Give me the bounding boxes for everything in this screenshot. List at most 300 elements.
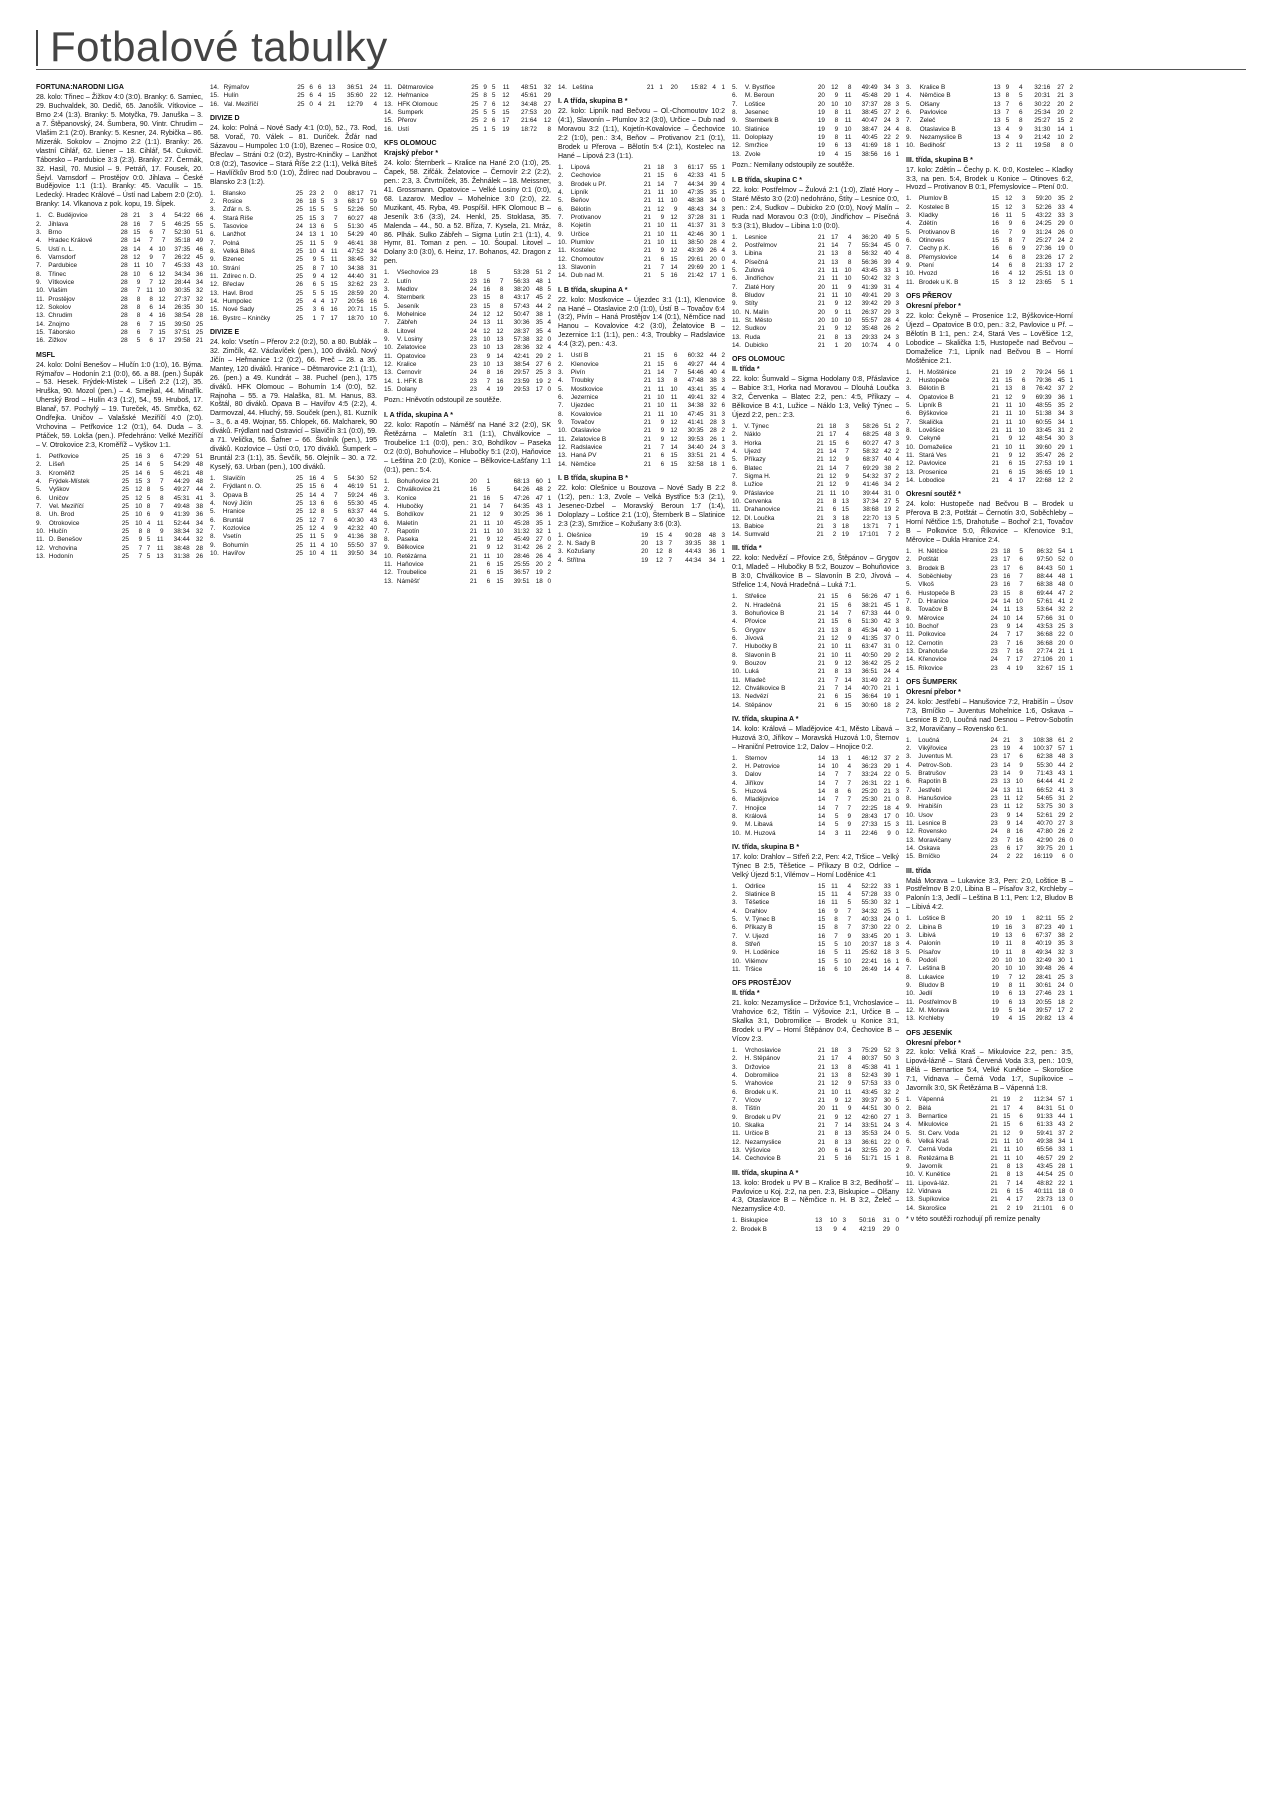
table-cell: 13 [993, 142, 1001, 150]
league-section [732, 980, 899, 1163]
table-cell: 26 [195, 553, 203, 561]
table-cell: 10. [906, 142, 915, 150]
table-cell: 5 [320, 256, 325, 264]
table-cell: 12. [732, 514, 741, 522]
table-cell: 7 [845, 447, 849, 455]
table-cell: 10 [829, 1217, 837, 1225]
table-cell: 16 [883, 150, 891, 158]
table-cell: 2 [721, 352, 725, 360]
table-cell: 10. [384, 552, 393, 560]
table-cell: 57:53 [861, 1080, 878, 1088]
table-cell: 8 [834, 1130, 839, 1138]
table-cell: 22 [883, 133, 891, 141]
table-cell: 21 [643, 247, 651, 255]
table-cell: 12 [844, 300, 852, 308]
table-row [210, 248, 377, 256]
table-cell: 3. [906, 1112, 912, 1120]
table-cell: 10 [844, 957, 852, 965]
table-cell: 37:37 [861, 100, 878, 108]
table-cell: 14 [1003, 597, 1011, 605]
table-cell: 15 [991, 195, 999, 203]
table-cell: 45:34 [861, 626, 878, 634]
match-results-text: 21. kolo: Nezamyslice – Držovice 5:1, Vrchoslavice – Vrahovice 6:2, Tištín – Výšovice 2:1, Určice B – Skalka 3:1, Dobromilice – Brodek u Konice 3:1, Brodek u PV – Horní Štěpánov 0:4, Čechovice B – Vícov 2:3. [732, 1000, 899, 1044]
table-cell: 25 [195, 328, 203, 336]
team-name: Břeclav [222, 281, 245, 289]
table-cell: 50 [883, 1055, 891, 1063]
table-cell: 24 [469, 327, 477, 335]
table-cell: 15 [496, 561, 504, 569]
table-row [732, 1217, 899, 1225]
table-row [906, 1138, 1073, 1146]
table-cell: 3 [842, 1217, 846, 1225]
table-cell: 12 [135, 486, 143, 494]
table-cell: 30:60 [861, 701, 878, 709]
table-cell: 7. [558, 213, 564, 221]
table-cell: 10 [670, 188, 678, 196]
section-title: Okresní soutěž * [906, 491, 961, 499]
table-row [36, 229, 203, 237]
table-cell: 19 [535, 569, 543, 577]
table-cell: 7. [906, 117, 912, 125]
table-cell: 6 [333, 516, 338, 524]
table-cell: 23 [469, 385, 477, 393]
table-cell: 2. [732, 762, 738, 770]
table-cell: 4 [847, 1055, 852, 1063]
table-cell: 11. [36, 536, 45, 544]
table-cell: 21 [1057, 92, 1065, 100]
table-cell: 36:51 [346, 84, 363, 91]
standings-table [906, 915, 1073, 1023]
table-cell: 5 [320, 533, 325, 541]
table-cell: 12 [657, 205, 665, 213]
table-row [732, 1105, 899, 1113]
table-row [732, 300, 899, 308]
table-cell: 7 [1019, 572, 1023, 580]
team-name: Hustopeče B [918, 589, 955, 597]
table-cell: 25 [471, 117, 479, 125]
table-row [36, 271, 203, 279]
table-cell: 5 [320, 289, 325, 297]
table-cell: 11 [1003, 794, 1011, 802]
table-cell: 16 [483, 285, 491, 293]
table-cell: 23 [990, 836, 998, 844]
table-cell: 7 [1006, 656, 1011, 664]
team-name: Černá Voda [918, 1146, 953, 1154]
table-cell: 21 [1058, 647, 1066, 655]
table-cell: 9 [486, 352, 491, 360]
table-row [558, 444, 725, 452]
table-cell: 2 [1069, 253, 1073, 261]
table-cell: 25 [295, 500, 303, 508]
table-cell: 21 [133, 212, 141, 220]
table-cell: 97:50 [1036, 556, 1053, 564]
table-cell: 6. [384, 310, 390, 318]
table-row [906, 460, 1073, 468]
team-name: Držovice [744, 1063, 770, 1071]
team-name: Oskava [918, 844, 940, 852]
table-row [732, 151, 899, 159]
table-cell: 21 [469, 552, 477, 560]
table-cell: 11 [156, 536, 164, 544]
table-cell: 13. [384, 369, 393, 377]
table-cell: 4 [721, 393, 725, 401]
table-cell: 25 [295, 272, 303, 280]
table-cell: 10. [732, 829, 741, 837]
table-cell: 8 [1008, 981, 1013, 989]
team-name: Loštice [744, 100, 766, 108]
league-section [906, 491, 1073, 673]
match-results-text: Malá Morava – Lukavice 3:3, Pen: 2:0, Loštice B – Postřelmov B 2:0, Libina B – Písařov 3:2, Krchleby – Palonín 1:3, Jedlí – Leština B 1:1, Pen: 1:2, Bludov B – Libivá 4:2. [906, 877, 1073, 912]
table-cell: 39:50 [174, 320, 191, 328]
table-cell: 43:45 [861, 1088, 878, 1096]
table-cell: 15 [991, 237, 999, 245]
table-cell: 26:49 [861, 966, 878, 974]
table-row [384, 561, 551, 569]
table-cell: 17 [883, 812, 891, 820]
table-row [558, 436, 725, 444]
table-cell: 37:28 [687, 213, 704, 221]
table-cell: 10. [558, 238, 567, 246]
table-cell: 12 [483, 327, 491, 335]
table-cell: 6. [558, 205, 564, 213]
table-cell: 52:26 [1035, 203, 1052, 211]
table-cell: 9. [36, 519, 42, 527]
table-cell: 21 [817, 341, 825, 349]
table-cell: 28 [120, 220, 128, 228]
table-cell: 1 [895, 899, 899, 907]
table-cell: 9. [906, 614, 912, 622]
table-cell: 13. [906, 1015, 915, 1023]
table-cell: 56 [1057, 368, 1065, 376]
team-name: Úsov [918, 811, 933, 819]
table-cell: 3. [732, 899, 738, 907]
table-cell: 34 [1058, 1137, 1066, 1145]
table-cell: 31:42 [513, 544, 530, 552]
table-cell: 5 [721, 172, 725, 180]
table-cell: 21 [643, 368, 651, 376]
table-cell: 8 [312, 264, 317, 272]
table-row [384, 528, 551, 536]
table-cell: 8. [906, 426, 912, 434]
team-name: Otaslavice B [919, 125, 956, 133]
table-cell: 6 [146, 461, 151, 469]
table-cell: 9 [1005, 84, 1010, 91]
table-cell: 3 [895, 84, 899, 91]
table-cell: 2 [1069, 597, 1073, 605]
table-cell: 11 [1005, 426, 1013, 434]
table-cell: 20:71 [347, 306, 364, 314]
table-row [558, 361, 725, 369]
table-cell: 88:44 [1036, 572, 1053, 580]
table-cell: 62:38 [1036, 753, 1053, 761]
table-cell: 15 [818, 957, 826, 965]
table-cell: 43:39 [687, 247, 704, 255]
match-results-text: 28. kolo: Třinec – Žižkov 4:0 (3:0). Branky: 6. Samiec, 29. Buchvaldek, 30. Dedič, 65. Janošík. Vítkovice – Brno 2:4 (1:3). Branky: 5. Motyčka, 79. Januška – 3. a 7. Štěpanovský, 24. Šumbera, 90. Vintr. Chrudim – Vlašim 2:1 (2:0). Branky: 5. Kesner, 24. Rybička – 86. Mizerák. Sokolov – Znojmo 2:2 (1:1). Branky: 26. vlastní Cihlář, 62. Liener – 18. Cihlář, 54. Cukovič. Táborsko – Pardubice 3:3 (2:3). Branky: 27. Čermák, 32. Hasil, 70. Musiol – 9. Petráň, 17. Fousek, 20. Šejvl. Varnsdorf – Prostějov 0:0. Jihlava – České Budějovice 1:1 (1:1). Branky: 45. Vaculík – 15. Ledecký. Hradec Králové – Ústí nad Labem 2:0 (2:0). Branky: 14. Vlkanova z pok. kopu, 19. Šípek. [36, 93, 203, 209]
team-name: Újezdec [570, 402, 595, 410]
table-cell: 10 [330, 541, 338, 549]
table-cell: 4. [732, 447, 738, 455]
table-cell: 35:18 [174, 237, 191, 245]
table-cell: 52:22 [861, 882, 878, 890]
table-cell: 29:53 [513, 385, 530, 393]
table-cell: 10 [1005, 443, 1013, 451]
table-cell: 18 [883, 804, 891, 812]
table-cell: 36:57 [513, 569, 530, 577]
table-cell: 3 [1021, 195, 1026, 203]
table-cell: 6 [1008, 468, 1013, 476]
table-cell: 21 [469, 527, 477, 535]
table-cell: 0 [895, 1138, 899, 1146]
table-cell: 3 [1069, 435, 1073, 443]
table-cell: 33 [883, 882, 891, 890]
table-cell: 4 [1005, 133, 1010, 141]
table-cell: 25 [471, 100, 479, 108]
table-cell: 9. [384, 335, 390, 343]
table-cell: 28 [709, 427, 717, 435]
table-cell: 21 [817, 651, 825, 659]
section-title: OFS OLOMOUC [732, 356, 785, 364]
table-cell: 2 [483, 117, 487, 125]
team-name: Chválkovice B [744, 684, 786, 692]
table-row [384, 578, 551, 586]
table-cell: 5 [1021, 212, 1026, 220]
table-cell: 12 [1018, 278, 1026, 286]
team-name: M. Morava [918, 1006, 950, 1014]
table-cell: 18 [309, 197, 317, 205]
table-cell: 10. [906, 270, 915, 278]
team-name: Lipník [570, 188, 588, 196]
table-cell: 2. [558, 360, 564, 368]
table-cell: 8 [483, 92, 487, 100]
table-cell: 68:17 [347, 197, 364, 205]
table-cell: 4 [847, 762, 852, 770]
table-cell: 20 [991, 915, 999, 923]
table-cell: 7 [149, 328, 153, 336]
table-cell: 47:29 [173, 453, 190, 461]
table-row [384, 319, 551, 327]
table-cell: 14 [1015, 622, 1023, 630]
table-cell: 10 [657, 393, 665, 401]
table-cell: 15 [883, 821, 891, 829]
table-cell: 48 [535, 486, 543, 494]
table-cell: 28 [1058, 1162, 1066, 1170]
table-cell: 37:35 [174, 245, 191, 253]
table-cell: 84:31 [1036, 1104, 1053, 1112]
table-cell: 5 [312, 289, 317, 297]
table-cell: 1 [895, 676, 899, 684]
table-cell: 20 [991, 965, 999, 973]
team-name: Havl. Brod [222, 289, 253, 297]
match-results-text: 13. kolo: Brodek u PV B – Kralice B 3:2, Bedihošť – Pavlovice u Koj. 2:2, na pen. 2:3, Biskupice – Olšany 4:3, Otaslavice B – Němčice n. H. B 3:2, Želeč – Nezamyslice 4:0. [732, 1179, 899, 1214]
table-row [906, 1146, 1073, 1154]
team-name: Leština B [918, 965, 946, 973]
table-cell: 12 [831, 634, 839, 642]
table-cell: 51 [369, 483, 377, 491]
table-cell: 9 [1021, 393, 1026, 401]
table-cell: 11 [309, 239, 317, 247]
table-row [732, 325, 899, 333]
table-cell: 9 [159, 511, 164, 519]
table-cell: 21 [991, 435, 999, 443]
table-cell: 10 [831, 316, 839, 324]
table-cell: 6 [1019, 1112, 1023, 1120]
team-name: Brníčko [918, 853, 940, 861]
table-cell: 13 [496, 360, 504, 368]
table-cell: 13 [309, 231, 317, 239]
table-cell: 14 [831, 609, 839, 617]
team-name: Vilémov [745, 957, 768, 965]
table-cell: 45:49 [513, 536, 530, 544]
table-cell: 8 [499, 302, 504, 310]
table-cell: 52 [1058, 556, 1066, 564]
table-row [558, 394, 725, 402]
table-cell: 28 [883, 100, 891, 108]
table-cell: 21 [469, 561, 477, 569]
team-name: M. Huzová [745, 829, 776, 837]
table-cell: 15 [483, 294, 491, 302]
table-cell: 11 [831, 891, 838, 899]
table-cell: 4 [842, 1225, 846, 1233]
table-cell: 5 [847, 899, 852, 907]
table-cell: 7. [732, 804, 738, 812]
table-cell: 22 [369, 92, 377, 100]
table-cell: 1 [721, 556, 725, 564]
table-cell: 14. [732, 341, 741, 349]
table-cell: 14. [906, 656, 915, 664]
table-cell: 23 [990, 769, 998, 777]
table-cell: 21 [643, 205, 651, 213]
table-cell: 9. [906, 435, 912, 443]
table-cell: 12 [158, 278, 166, 286]
team-name: Vel. Meziříčí [48, 503, 84, 511]
table-cell: 13 [831, 626, 839, 634]
team-name: Postřelmov [744, 241, 777, 249]
table-cell: 54:22 [174, 212, 191, 220]
table-cell: 9 [1006, 811, 1011, 819]
table-cell: 9. [732, 659, 738, 667]
table-cell: 7 [146, 544, 151, 552]
table-cell: 9 [673, 205, 678, 213]
table-cell: 47 [1058, 589, 1066, 597]
standings-table [732, 1047, 899, 1164]
table-cell: 14 [844, 1121, 852, 1129]
table-cell: 13 [993, 117, 1001, 125]
match-results-text: 22. kolo: Lipník nad Bečvou – Ol.-Chomoutov 10:2 (4:1), Slavonín – Plumlov 3:2 (3:0), Určice – Dub nad Moravou 3:2 (1:1), Kojetín-Kovalovice – Čechovice 2:2 (1:0), pen.: 3:4, Beňov – Protivanov 2:1 (0:1), Brodek u Přerova – Bělotín 5:4 (2:1), Kostelec na Hané – Lipová 2:3 (1:1). [558, 108, 725, 161]
table-cell: 5 [1061, 278, 1065, 286]
table-row [384, 544, 551, 552]
table-cell: 2 [1069, 606, 1073, 614]
table-row [732, 440, 899, 448]
table-cell: 31 [1058, 614, 1066, 622]
table-cell: 8 [1060, 142, 1065, 150]
table-cell: 9 [660, 213, 665, 221]
table-cell: 16 [1005, 923, 1013, 931]
table-cell: 1. [906, 736, 912, 744]
table-cell: 36 [1057, 393, 1065, 401]
table-cell: 21 [817, 1138, 825, 1146]
table-cell: 7 [333, 491, 338, 499]
table-cell: 18 [829, 422, 837, 430]
team-name: Nezamyslice B [919, 133, 962, 141]
table-row [210, 290, 377, 298]
table-cell: 6 [1008, 990, 1013, 998]
table-cell: 21 [990, 1179, 998, 1187]
table-cell: 11 [1018, 981, 1026, 989]
table-cell: 25 [121, 461, 129, 469]
table-cell: 10 [496, 519, 504, 527]
table-cell: 8 [1005, 92, 1010, 100]
table-cell: 23 [990, 794, 998, 802]
match-results-text: 22. kolo: Velká Kraš – Mikulovice 2:2, pen.: 3:5, Lipová-lázně – Stará Červená Voda 3:3, pen.: 10:9, Bělá – Bernartice 5:4, Velké Kunětice – Skorošice 7:1, Vidnava – Černá Voda 1:7, Supíkovice – Javorník 3:0, SK Řetězárna B – Vápenná 1:8. [906, 1049, 1073, 1093]
table-row [906, 212, 1073, 220]
table-cell: 29:33 [861, 333, 878, 341]
table-cell: 11 [133, 262, 141, 270]
standings-table [732, 1217, 899, 1234]
table-cell: 13 [309, 222, 317, 230]
table-cell: 21 [469, 502, 477, 510]
table-cell: 2 [832, 531, 837, 539]
table-cell: 5. [906, 769, 912, 777]
table-cell: 61:17 [687, 164, 704, 171]
table-cell: 9. [906, 133, 912, 141]
league-section [384, 140, 551, 406]
table-cell: 25 [121, 553, 129, 561]
team-name: St. Červ. Voda [918, 1129, 960, 1137]
table-cell: 2. [732, 431, 738, 439]
team-name: Podolí [918, 956, 938, 964]
table-cell: 38 [709, 377, 717, 385]
table-cell: 12 [670, 435, 678, 443]
table-cell: 15 [1018, 468, 1026, 476]
team-name: Prostějov [48, 295, 75, 303]
table-row [732, 958, 899, 966]
team-name: Čechy p.K. [918, 245, 951, 253]
table-cell: 11. [36, 295, 45, 303]
table-cell: 9 [660, 427, 665, 435]
table-row [384, 553, 551, 561]
table-cell: 38 [535, 310, 543, 318]
table-cell: 51:30 [347, 222, 364, 230]
table-cell: 24 [990, 614, 998, 622]
table-cell: 33 [883, 1080, 891, 1088]
table-cell: 2 [547, 352, 551, 360]
table-cell: 1 [1069, 368, 1073, 376]
team-name: St. Město [744, 316, 772, 324]
table-cell: 40:45 [861, 133, 878, 141]
table-cell: 27:37 [174, 295, 191, 303]
table-cell: 32 [709, 402, 717, 410]
table-cell: 36:68 [1036, 639, 1053, 647]
table-cell: 41 [883, 1063, 891, 1071]
table-cell: 54:65 [1036, 794, 1053, 802]
table-row [384, 336, 551, 344]
table-cell: 1 [895, 907, 899, 915]
team-name: Lověšice [918, 426, 945, 434]
table-cell: 18:72 [520, 125, 537, 133]
table-row [906, 142, 1073, 150]
table-row [732, 966, 899, 974]
table-row [732, 456, 899, 464]
table-cell: 25:62 [861, 949, 878, 957]
table-cell: 38:56 [861, 150, 878, 158]
table-cell: 14 [818, 762, 826, 770]
table-cell: 75:29 [861, 1047, 878, 1055]
table-cell: 13 [844, 1130, 852, 1138]
team-name: Polná [222, 239, 240, 247]
table-cell: 3 [1069, 973, 1073, 981]
header-accent-bar [36, 30, 38, 66]
table-cell: 3 [149, 212, 153, 220]
